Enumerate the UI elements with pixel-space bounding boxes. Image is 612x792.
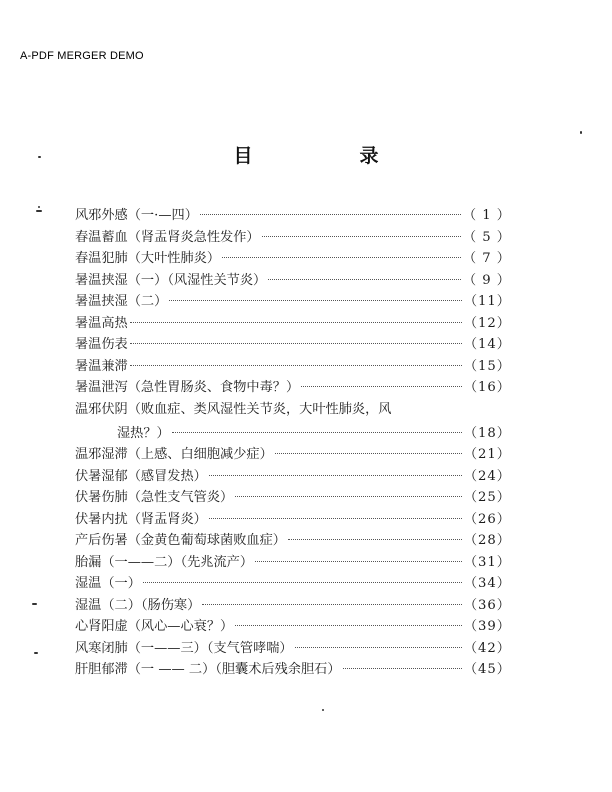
toc-entry-title: 湿温（二）（肠伤寒） [75,597,201,613]
toc-entry[interactable] [75,659,511,681]
toc-entry-title: 胎漏（一——二）（先兆流产） [75,554,254,570]
toc-entry-title: 暑温泄泻（急性胃肠炎、食物中毒？） [75,380,300,395]
toc-entry[interactable] [75,595,511,617]
toc-entry-page: （ 7 ） [462,251,511,266]
scan-speck [34,652,38,654]
toc-entry-page: （12） [463,315,511,331]
toc-entry-page: （42） [463,640,511,656]
toc-entry-page: （34） [463,576,511,591]
dot-leader [255,561,462,562]
toc-entry-title: 暑温挟湿（二） [75,294,168,309]
toc-entry[interactable] [75,573,511,595]
dot-leader [172,432,462,433]
scan-speck [32,603,37,605]
toc-entry[interactable] [75,313,511,335]
dot-leader [202,604,462,605]
toc-entry-title: 暑温挟湿（一）（风湿性关节炎） [75,272,267,288]
toc-entry-page: （ 5 ） [462,229,511,245]
dot-leader [275,453,462,454]
toc-entry[interactable] [75,466,511,488]
toc-entry[interactable] [75,638,511,660]
toc-entry-title: 温邪湿滞（上感、白细胞减少症） [75,447,273,462]
scan-speck [38,206,40,208]
dot-leader [169,300,462,301]
toc-entry-page: （16） [463,380,511,395]
toc-entry[interactable] [75,291,511,313]
dot-leader [209,518,462,519]
table-of-contents [75,205,511,681]
dot-leader [130,365,462,366]
dot-leader [200,214,461,215]
dot-leader [130,343,462,344]
toc-entry-title: 风寒闭肺（一——三）（支气管哮喘） [75,640,293,656]
toc-entry-page: （28） [463,533,511,548]
toc-entry[interactable] [75,248,511,270]
toc-entry-page: （18） [463,425,511,441]
toc-entry-title: 春温犯肺（大叶性肺炎） [75,251,221,266]
dot-leader [301,386,462,387]
toc-entry-page: （39） [463,619,511,634]
scan-speck [38,156,41,158]
scan-speck [36,210,42,212]
toc-entry-page: （15） [463,358,511,374]
toc-entry-title: 温邪伏阴（败血症、类风湿性关节炎，大叶性肺炎，风 [75,401,392,417]
dot-leader [343,668,462,669]
toc-entry-page: （14） [463,337,511,352]
page-title: 目 录 [233,145,423,167]
toc-entry[interactable] [75,227,511,249]
scan-speck [580,131,582,134]
toc-entry[interactable] [75,356,511,378]
toc-entry[interactable] [75,334,511,356]
toc-entry-title: 暑温高热 [75,315,128,331]
toc-entry-continuation[interactable] [75,423,511,445]
dot-leader [262,236,461,237]
toc-entry-page: （31） [463,554,511,570]
toc-entry-title: 风邪外感（一·—四） [75,208,198,223]
toc-entry-page: （24） [463,468,511,484]
toc-entry-title: 暑温伤表 [75,337,128,352]
toc-entry[interactable] [75,616,511,638]
toc-entry-page: （11） [463,294,511,309]
toc-entry[interactable] [75,270,511,292]
toc-entry[interactable] [75,399,511,423]
watermark-text: A-PDF MERGER DEMO [20,50,144,62]
toc-entry-page: （ 9 ） [462,272,511,288]
toc-entry[interactable] [75,552,511,574]
dot-leader [143,582,462,583]
scan-speck [322,709,324,711]
dot-leader [288,539,462,540]
dot-leader [222,257,461,258]
toc-entry-page: （25） [463,490,511,505]
toc-entry-title-continuation: 湿热？） [117,425,170,441]
toc-entry[interactable] [75,444,511,466]
dot-leader [268,279,461,280]
toc-entry-page: （ 1 ） [462,208,511,223]
toc-entry-page: （21） [463,447,511,462]
toc-entry-title: 伏暑伤肺（急性支气管炎） [75,490,234,505]
toc-entry-title: 产后伤暑（金黄色葡萄球菌败血症） [75,533,286,548]
dot-leader [235,625,462,626]
toc-entry[interactable] [75,530,511,552]
toc-entry-page: （26） [463,511,511,527]
toc-entry-title: 湿温（一） [75,576,141,591]
dot-leader [130,322,462,323]
toc-entry[interactable] [75,205,511,227]
dot-leader [209,475,462,476]
toc-entry-title: 伏暑内扰（肾盂肾炎） [75,511,207,527]
toc-entry-title: 肝胆郁滞（一 —— 二）（胆囊术后残余胆石） [75,662,341,677]
dot-leader [235,496,462,497]
toc-entry[interactable] [75,487,511,509]
dot-leader [295,647,462,648]
toc-entry-title: 伏暑湿郁（感冒发热） [75,468,207,484]
toc-entry[interactable] [75,377,511,399]
toc-entry-page: （45） [463,662,511,677]
toc-entry-title: 心肾阳虚（风心—心衰？） [75,619,234,634]
toc-entry-title: 暑温兼滞 [75,358,128,374]
toc-entry[interactable] [75,509,511,531]
toc-entry-title: 春温蓄血（肾盂肾炎急性发作） [75,229,260,245]
toc-entry-page: （36） [463,597,511,613]
